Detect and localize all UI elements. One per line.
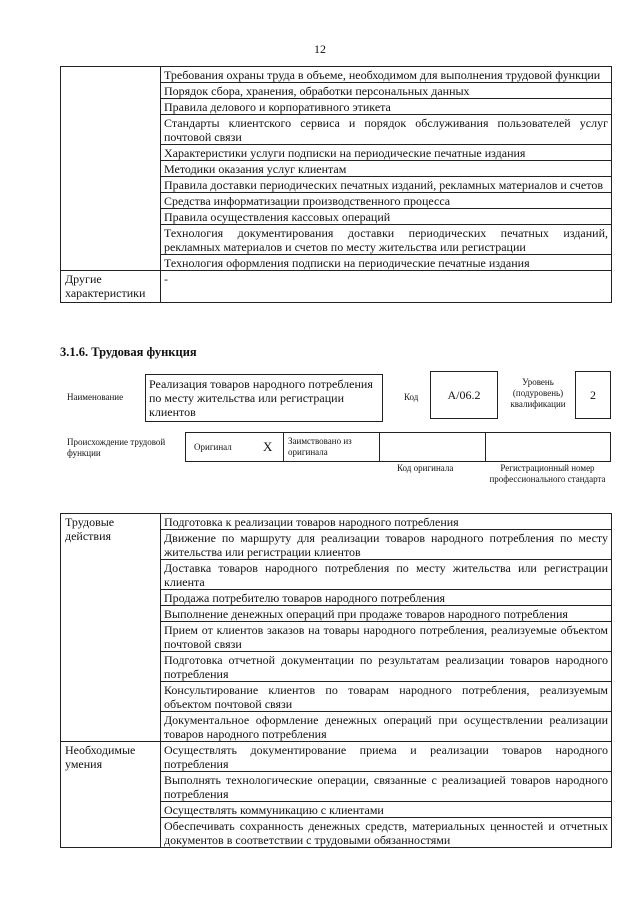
original-mark: X (263, 439, 273, 454)
knowledge-row-text: Стандарты клиентского сервиса и порядок обслуживания пользователей услуг почтовой связи (161, 115, 612, 145)
skill-row-text: Осуществлять документирование приема и реализации товаров народного потребления (161, 742, 612, 772)
skills-label: Необходимые умения (61, 742, 161, 848)
action-row-text: Подготовка к реализации товаров народного потребления (161, 514, 612, 530)
page-number: 12 (314, 42, 326, 56)
divider (485, 433, 486, 461)
other-characteristics-label: Другие характеристики (61, 271, 161, 303)
knowledge-row-text: Средства информатизации производственного процесса (161, 193, 612, 209)
knowledge-row-text: Правила доставки периодических печатных изданий, рекламных материалов и счетов (161, 177, 612, 193)
action-row (61, 514, 612, 530)
action-row-text: Документальное оформление денежных операций при осуществлении реализации товаров народного потребления (161, 712, 612, 742)
knowledge-row-text: Требования охраны труда в объеме, необходимом для выполнения трудовой функции (161, 67, 612, 83)
other-characteristics-value: - (161, 271, 612, 303)
skill-row-text: Осуществлять коммуникацию с клиентами (161, 802, 612, 818)
knowledge-row-text: Порядок сбора, хранения, обработки персональных данных (161, 83, 612, 99)
action-row-text: Выполнение денежных операций при продаже товаров народного потребления (161, 606, 612, 622)
function-name-box: Реализация товаров народного потребления по месту жительства или регистрации клиентов (145, 374, 383, 422)
knowledge-table (60, 66, 612, 303)
divider (379, 433, 380, 461)
code-value: А/06.2 (447, 387, 481, 402)
origin-label: Происхождение трудовой функции (67, 437, 166, 458)
code-label: Код (404, 392, 419, 402)
action-row-text: Доставка товаров народного потребления по месту жительства или регистрации клиента (161, 560, 612, 590)
action-row-text: Прием от клиентов заказов на товары народного потребления, реализуемые объектом почтовой связи (161, 622, 612, 652)
borrowed-label: Заимствовано из оригинала (288, 436, 352, 457)
skill-row (61, 742, 612, 772)
reg-number-label: Регистрационный номер профессионального стандарта (489, 463, 606, 484)
action-row-text: Продажа потребителю товаров народного потребления (161, 590, 612, 606)
level-label: Уровень (подуровень) квалификации (510, 377, 566, 409)
knowledge-row-text: Правила осуществления кассовых операций (161, 209, 612, 225)
actions-table (60, 513, 612, 848)
skill-row-text: Выполнять технологические операции, связанные с реализацией товаров народного потребления (161, 772, 612, 802)
knowledge-label-cell (61, 67, 161, 271)
action-row-text: Движение по маршруту для реализации товаров народного потребления по месту жительства или регистрации клиентов (161, 530, 612, 560)
name-label: Наименование (67, 392, 124, 402)
skill-row-text: Обеспечивать сохранность денежных средств, материальных ценностей и отчетных документов в соответствии с трудовыми обязанностями (161, 818, 612, 848)
action-row-text: Подготовка отчетной документации по результатам реализации товаров народного потребления (161, 652, 612, 682)
code-original-label: Код оригинала (397, 463, 454, 473)
knowledge-row-text: Технология документирования доставки периодических печатных изданий, рекламных материалов и счетов по месту жительства или регистрации (161, 225, 612, 255)
knowledge-row (61, 67, 612, 83)
knowledge-row-text: Технология оформления подписки на периодические печатные издания (161, 255, 612, 271)
actions-label: Трудовые действия (61, 514, 161, 742)
knowledge-row-text: Правила делового и корпоративного этикета (161, 99, 612, 115)
origin-frame (185, 432, 611, 462)
knowledge-row-text: Методики оказания услуг клиентам (161, 161, 612, 177)
level-box (575, 371, 611, 419)
level-value: 2 (590, 387, 596, 402)
knowledge-row-text: Характеристики услуги подписки на периодические печатные издания (161, 145, 612, 161)
other-characteristics-row (61, 271, 612, 303)
original-label: Оригинал (194, 442, 232, 452)
divider (283, 433, 284, 461)
code-box (430, 371, 498, 419)
action-row-text: Консультирование клиентов по товарам народного потребления, реализуемым объектом почтовой связи (161, 682, 612, 712)
section-title: 3.1.6. Трудовая функция (60, 345, 197, 359)
